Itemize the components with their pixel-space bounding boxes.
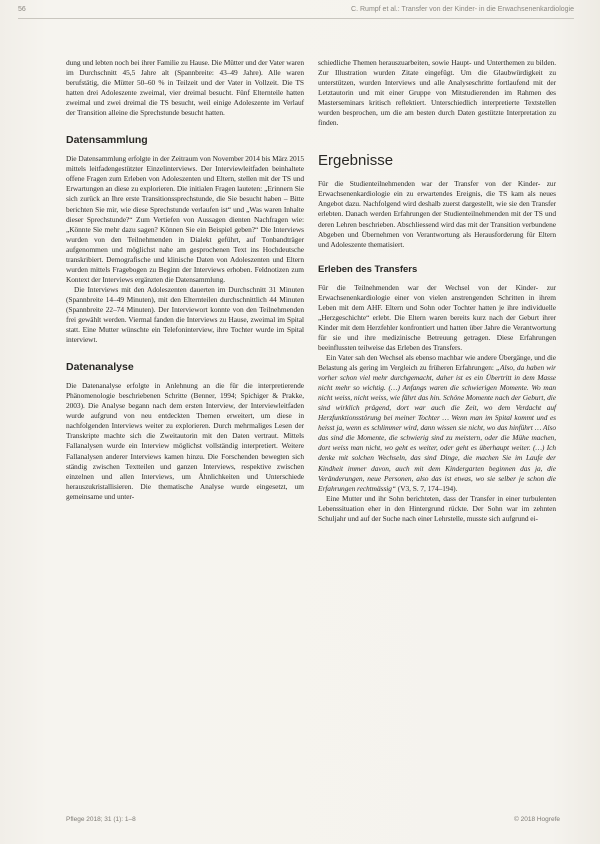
right-intro-paragraph: schiedliche Themen herauszuarbeiten, sowie Haupt- und Unterthemen zu bilden. Zur Illustration wurden Zitate eingefügt. Um die Glaubwürdigkeit zu unterstützen, wurden Interviews und alle Analyseschritte fortlaufend mit der Letztautorin und mit einer Gruppe von Mitstudierenden im Rahmen des Masterseminars kritisch reflektiert. Unterschiedlich interpretierte Textstellen wurden besprochen, um die am besten durch Daten gestützte Interpretation zu finden. xyxy=(318,58,556,128)
erleben-paragraph-3: Eine Mutter und ihr Sohn berichteten, dass der Transfer in einer turbulenten Lebenssituation eher in den Hintergrund rückte. Der Sohn war im zehnten Schuljahr und auf der Suche nach einer Lehrstelle, musste sich aufgrund ei- xyxy=(318,493,556,523)
datensammlung-paragraph-2: Die Interviews mit den Adoleszenten dauerten im Durchschnitt 31 Minuten (Spannbreite 14–49 Minuten), mit den Elternteilen durchschnittlich 44 Minuten (Spannbreite 22–74 Minuten). Der Interviewort konnte von den Teilnehmenden frei gewählt werden. Viermal fanden die Interviews zu Hause, zweimal im Spital statt. Eine Mutter wünschte ein Telefoninterview, ihre Tochter wurde im Spital interviewt. xyxy=(66,284,304,345)
section-heading-ergebnisse: Ergebnisse xyxy=(318,152,394,170)
running-header xyxy=(18,4,574,18)
page-number: 56 xyxy=(18,6,26,13)
footer-copyright: © 2018 Hogrefe xyxy=(514,816,560,823)
section-heading-datensammlung: Datensammlung xyxy=(66,134,148,147)
father-quote: „Also, da haben wir vorher schon viel mehr durchgemacht, daher ist es ein Übertritt in dem Masse nicht mehr so wichtig. (…) Anfangs waren die schwierigen Momente. Wo man nicht weiss, nicht weiss, wie fährt das hin. Schöne Momente nach der Geburt, die sind wirklich prägend, dort war auch die Zeit, wo dem Verdacht auf Herzfunktionsstörung bei meiner Tochter … Wenn man im Spital kommt und es heisst ja, wenn es schlimmer wird, dann wissen sie nicht, wo das hinführt … Also das sind die Momente, die schwierig sind zu meistern, oder die Mühe machen, dort weiss man nicht, wo geht es weiter, oder geht es überhaupt weiter. (…) Ich denke mit solchen Wechseln, das sind Dinge, die machen Sie im Laufe der Kindheit immer davon, auch mit dem Kindergarten beginnen das ja, die Veränderungen, neue Personen, also das ist etwas, wo sie selber je schon die Erfahrungen rechtmässig“ xyxy=(318,363,556,493)
left-intro-paragraph: dung und lebten noch bei ihrer Familie zu Hause. Die Mütter und der Vater waren im Durchschnitt 45,5 Jahre alt (Spannbreite: 43–49 Jahre). Alle waren berufstätig, die Mütter 50–60 % in Teilzeit und der Vater in Vollzeit. Die TS hatten drei Adoleszente zweimal, vier dreimal besucht. Fünf Elternteile hatten zweimal und zwei dreimal die TS besucht, weil einige Adoleszente im Verlauf der Transition alleine die Sprechstunde besucht hatten. xyxy=(66,58,304,118)
section-heading-datenanalyse: Datenanalyse xyxy=(66,361,134,374)
header-rule xyxy=(18,18,574,19)
right-column xyxy=(318,58,556,524)
erleben-paragraph-2-text: Ein Vater sah den Wechsel als ebenso machbar wie andere Übergänge, und die Belastung als gering im Vergleich zu früheren Erfahrungen: xyxy=(318,352,556,373)
left-column xyxy=(66,58,304,502)
datensammlung-paragraph-1: Die Datensammlung erfolgte in der Zeitraum von November 2014 bis März 2015 mittels leitfadengestützter Einzelinterviews. Der Interviewleitfaden beinhaltete offene Fragen zum Erleben von Adoleszenten und Eltern, stellen mit der TS und Erwartungen an diese zu explorieren. Die initialen Fragen lauteten: „Erinnern Sie sich zurück an Ihre erste Transitionssprechstunde, die Sie besucht haben – Bitte berichten Sie mir, wie diese Sprechstunde verlaufen ist“ und „Was waren Inhalte dieser Sprechstunde?“ Zum Vertiefen von Aussagen dienten Nachfragen wie: „Könnte Sie mehr dazu sagen? Können Sie ein Beispiel geben?“ Die Interviews wurden von den Teilnehmenden in Dialekt geführt, auf Tonbandträger aufgenommen und möglichst nahe am gesprochenen Text ins Hochdeutsche transkribiert. Demografische und klinische Daten von Adoleszenten und Eltern wurden mittels Fragebogen zu Beginn der Interviews erhoben. Feldnotizen zum Kontext der Interviews ergänzten die Datensammlung. xyxy=(66,154,304,284)
page-footer xyxy=(66,816,560,826)
ergebnisse-paragraph-1: Für die Studienteilnehmenden war der Transfer von der Kinder- zur Erwachsenenkardiologie ein zu erwartendes Ereignis, die TS kam als neues Angebot dazu. Nachfolgend wird deshalb zuerst dargestellt, wie sie den Transfer erlebten. Danach werden Erfahrungen der Studienteilnehmenden mit der TS und deren Lehren beschrieben. Abschliessend wird das mit der Transition verbundene Abgeben und Übernehmen von Verantwortung als Herausforderung für Eltern und Adoleszente thematisiert. xyxy=(318,179,556,249)
running-title: C. Rumpf et al.: Transfer von der Kinder- in die Erwachsenenkardiologie xyxy=(351,6,574,13)
datenanalyse-paragraph-1: Die Datenanalyse erfolgte in Anlehnung an die für die interpretierende Phänomenologie beschriebenen Schritte (Benner, 1994; Spichiger & Prakke, 2003). Die Analyse begann nach dem ersten Interview, der Interviewleitfaden wurde aufgrund von neu entdeckten Themen erweitert, um diese in nachfolgenden Interviews weiter zu explorieren. Durch mehrmaliges Lesen der Transkripte machte sich die Zweitautorin mit den Daten vertraut. Mittels Fallanalysen wurde ein Interview möglichst vollständig interpretiert. Weitere Fallanalysen anderer Interviews kamen hinzu. Die Forschenden bewegten sich ständig zwischen Textteilen und ganzen Interviews, respektive zwischen einzelnen und allen Interviews, um Ähnlichkeiten und Unterschiede herauszukristallisieren. Die thematische Analyse wurde eingesetzt, um gemeinsame und unter- xyxy=(66,381,304,501)
footer-citation: Pflege 2018; 31 (1): 1–8 xyxy=(66,816,136,823)
father-quote-reference: (V3, S. 7, 174–194). xyxy=(397,483,458,493)
subsection-heading-erleben-des-transfers: Erleben des Transfers xyxy=(318,263,418,275)
erleben-paragraph-1: Für die Teilnehmenden war der Wechsel von der Kinder- zur Erwachsenenkardiologie einer von vielen anstrengenden Schritten in ihrem Leben mit dem AHF. Eltern und Sohn oder Tochter hatten je ihre individuelle „Herzgeschichte“ erlebt. Die Eltern waren bereits kurz nach der Geburt ihrer Kinder mit dem Herzfehler konfrontiert und hatten über Jahre die Verantwortung für sie und ihre medizinische Betreuung getragen. Diese Erfahrungen beeinflussten teilweise das Erleben des Transfers. xyxy=(318,282,556,352)
erleben-paragraph-2 xyxy=(318,353,556,494)
